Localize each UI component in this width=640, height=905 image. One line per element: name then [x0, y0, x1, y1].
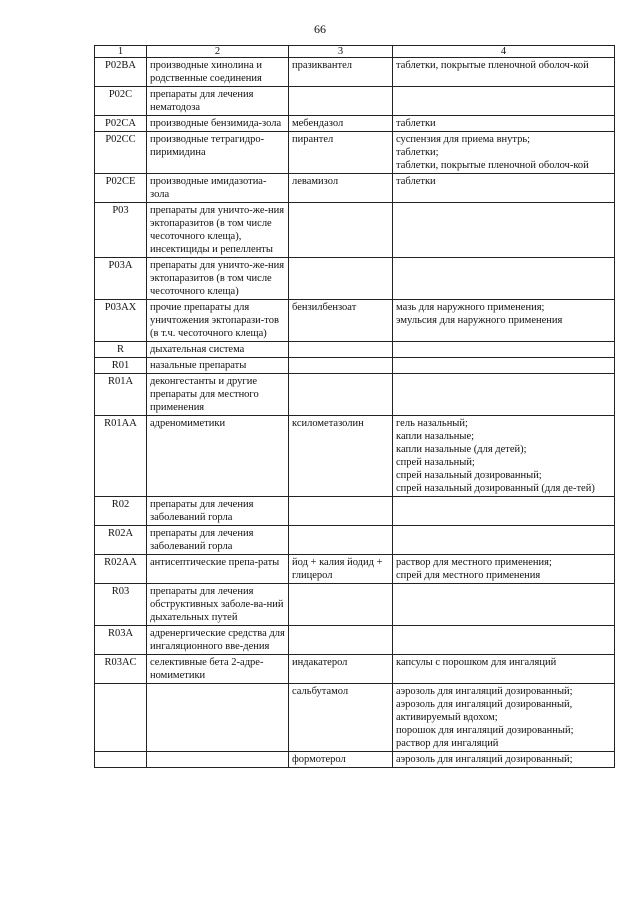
table-row — [95, 132, 615, 174]
group-name-cell: препараты для лечения нематодоза — [147, 87, 289, 116]
atc-code-cell — [95, 684, 147, 752]
table-row — [95, 116, 615, 132]
atc-code-cell: R01A — [95, 374, 147, 416]
dosage-forms-cell: раствор для местного применения; спрей для местного применения — [393, 555, 615, 584]
table-row — [95, 358, 615, 374]
table-row — [95, 342, 615, 358]
group-name-cell: производные бензимида-зола — [147, 116, 289, 132]
group-name-cell: адренергические средства для ингаляционного вве-дения — [147, 626, 289, 655]
group-name-cell: препараты для лечения обструктивных заболе-ва-ний дыхательных путей — [147, 584, 289, 626]
atc-code-cell: R03AC — [95, 655, 147, 684]
table-row — [95, 526, 615, 555]
drug-name-cell: празиквантел — [289, 58, 393, 87]
drug-table — [94, 45, 615, 768]
atc-code-cell: P02CE — [95, 174, 147, 203]
group-name-cell: прочие препараты для уничтожения эктопарази-тов (в т.ч. чесоточного клеща) — [147, 300, 289, 342]
table-row — [95, 655, 615, 684]
drug-name-cell: левамизол — [289, 174, 393, 203]
table-row — [95, 174, 615, 203]
drug-name-cell — [289, 203, 393, 258]
table-row — [95, 584, 615, 626]
atc-code-cell: P03 — [95, 203, 147, 258]
dosage-forms-cell — [393, 584, 615, 626]
atc-code-cell: R02AA — [95, 555, 147, 584]
dosage-forms-cell: гель назальный; капли назальные; капли назальные (для детей); спрей назальный; спрей назальный дозированный; спрей назальный дозированный (для де-тей) — [393, 416, 615, 497]
group-name-cell: препараты для уничто-же-ния эктопаразитов (в том числе чесоточного клеща), инсектициды и репелленты — [147, 203, 289, 258]
table-row — [95, 300, 615, 342]
header-row — [95, 46, 615, 58]
atc-code-cell: R01AA — [95, 416, 147, 497]
atc-code-cell — [95, 752, 147, 768]
dosage-forms-cell: таблетки — [393, 174, 615, 203]
drug-name-cell — [289, 258, 393, 300]
drug-name-cell — [289, 626, 393, 655]
group-name-cell — [147, 684, 289, 752]
column-header-4: 4 — [393, 46, 615, 58]
drug-name-cell — [289, 584, 393, 626]
table-row — [95, 555, 615, 584]
drug-name-cell — [289, 526, 393, 555]
group-name-cell: адреномиметики — [147, 416, 289, 497]
page-number: 66 — [314, 22, 326, 36]
drug-name-cell: сальбутамол — [289, 684, 393, 752]
drug-name-cell — [289, 342, 393, 358]
table-row — [95, 58, 615, 87]
drug-name-cell: формотерол — [289, 752, 393, 768]
table-row — [95, 684, 615, 752]
dosage-forms-cell — [393, 374, 615, 416]
dosage-forms-cell — [393, 87, 615, 116]
drug-name-cell: пирантел — [289, 132, 393, 174]
table-row — [95, 258, 615, 300]
table-row — [95, 374, 615, 416]
drug-name-cell: индакатерол — [289, 655, 393, 684]
atc-code-cell: R02 — [95, 497, 147, 526]
atc-code-cell: P02CA — [95, 116, 147, 132]
column-header-3: 3 — [289, 46, 393, 58]
group-name-cell: производные тетрагидро-пиримидина — [147, 132, 289, 174]
group-name-cell: назальные препараты — [147, 358, 289, 374]
drug-name-cell: мебендазол — [289, 116, 393, 132]
group-name-cell — [147, 752, 289, 768]
atc-code-cell: R01 — [95, 358, 147, 374]
dosage-forms-cell: капсулы с порошком для ингаляций — [393, 655, 615, 684]
atc-code-cell: R03 — [95, 584, 147, 626]
column-header-2: 2 — [147, 46, 289, 58]
group-name-cell: антисептические препа-раты — [147, 555, 289, 584]
dosage-forms-cell: мазь для наружного применения; эмульсия для наружного применения — [393, 300, 615, 342]
drug-name-cell: йод + калия йодид + глицерол — [289, 555, 393, 584]
table-row — [95, 497, 615, 526]
table-row — [95, 752, 615, 768]
drug-name-cell: бензилбензоат — [289, 300, 393, 342]
drug-name-cell — [289, 358, 393, 374]
column-header-1: 1 — [95, 46, 147, 58]
drug-name-cell — [289, 497, 393, 526]
atc-code-cell: P03AX — [95, 300, 147, 342]
table-row — [95, 203, 615, 258]
table-row — [95, 626, 615, 655]
drug-name-cell: ксилометазолин — [289, 416, 393, 497]
table-row — [95, 416, 615, 497]
group-name-cell: дыхательная система — [147, 342, 289, 358]
group-name-cell: деконгестанты и другие препараты для местного применения — [147, 374, 289, 416]
group-name-cell: селективные бета 2-адре-номиметики — [147, 655, 289, 684]
table-row — [95, 87, 615, 116]
group-name-cell: препараты для лечения заболеваний горла — [147, 526, 289, 555]
dosage-forms-cell: суспензия для приема внутрь; таблетки; таблетки, покрытые пленочной оболоч-кой — [393, 132, 615, 174]
atc-code-cell: P02BA — [95, 58, 147, 87]
dosage-forms-cell: аэрозоль для ингаляций дозированный; аэрозоль для ингаляций дозированный, активируемый вдохом; порошок для ингаляций дозированный; раствор для ингаляций — [393, 684, 615, 752]
dosage-forms-cell — [393, 526, 615, 555]
dosage-forms-cell: таблетки, покрытые пленочной оболоч-кой — [393, 58, 615, 87]
dosage-forms-cell — [393, 358, 615, 374]
group-name-cell: препараты для лечения заболеваний горла — [147, 497, 289, 526]
drug-name-cell — [289, 87, 393, 116]
group-name-cell: производные хинолина и родственные соединения — [147, 58, 289, 87]
dosage-forms-cell — [393, 626, 615, 655]
group-name-cell: препараты для уничто-же-ния эктопаразитов (в том числе чесоточного клеща) — [147, 258, 289, 300]
atc-code-cell: R — [95, 342, 147, 358]
group-name-cell: производные имидазотиа-зола — [147, 174, 289, 203]
atc-code-cell: R02A — [95, 526, 147, 555]
dosage-forms-cell — [393, 497, 615, 526]
dosage-forms-cell: таблетки — [393, 116, 615, 132]
dosage-forms-cell: аэрозоль для ингаляций дозированный; — [393, 752, 615, 768]
atc-code-cell: P02CC — [95, 132, 147, 174]
drug-name-cell — [289, 374, 393, 416]
dosage-forms-cell — [393, 203, 615, 258]
atc-code-cell: R03A — [95, 626, 147, 655]
atc-code-cell: P03A — [95, 258, 147, 300]
dosage-forms-cell — [393, 258, 615, 300]
atc-code-cell: P02C — [95, 87, 147, 116]
dosage-forms-cell — [393, 342, 615, 358]
